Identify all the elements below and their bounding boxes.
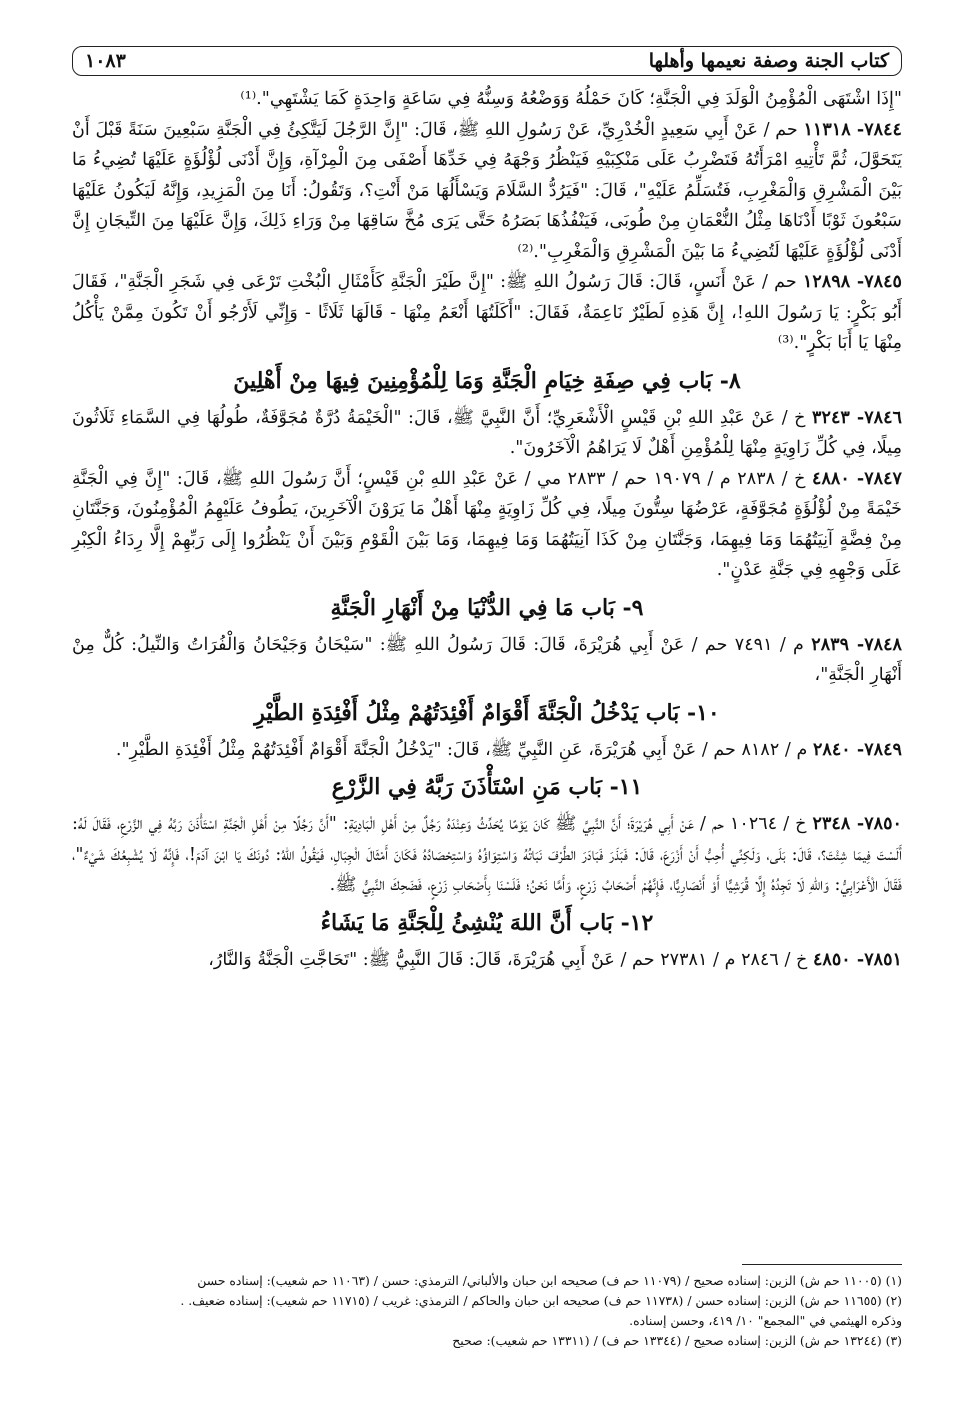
hadith-text: خ / عَنْ عَبْدِ اللهِ بْنِ قَيْسٍ الْأَشْعَرِيِّ؛ أَنَّ النَّبِيَّ ﷺ، قَالَ: "الْخَيْمَةُ دُرَّةٌ مُجَوَّفَةٌ، طُولُهَا فِي السَّمَاءِ ثَلَاثُونَ مِيلًا، فِي كُلِّ زَاوِيَةٍ مِنْهَا لِلْمُؤْمِنِ أَهْلٌ لَا يَرَاهُمُ الْآخَرُونَ". bbox=[72, 407, 902, 458]
hadith-7846 bbox=[72, 403, 902, 464]
hadith-7851 bbox=[72, 945, 902, 976]
footnotes bbox=[72, 1264, 902, 1351]
hadith-number: ٧٨٤٥- ١٢٨٩٨ bbox=[802, 271, 902, 292]
page bbox=[72, 46, 903, 1348]
running-header bbox=[72, 46, 902, 76]
hadith-text: حم / عَنْ أَبِي سَعِيدٍ الْخُدْرِيِّ، عَنْ رَسُولِ اللهِ ﷺ، قَالَ: "إِنَّ الرَّجُلَ لَيَتَّكِئُ فِي الْجَنَّةِ سَبْعِينَ سَنَةً قَبْلَ أَنْ يَتَحَوَّلَ، ثُمَّ تَأْتِيهِ امْرَأَتُهُ فَتَضْرِبُ عَلَى مَنْكِبَيْهِ فَيَنْظُرُ وَجْهَهُ فِي خَدِّهَا أَصْفَى مِنَ الْمِرْآةِ، وَإِنَّ أَدْنَى لُؤْلُؤَةٍ عَلَيْهَا تُضِيءُ مَا بَيْنَ الْمَشْرِقِ وَالْمَغْرِبِ، فَتُسَلِّمُ عَلَيْهِ"، قَالَ: "فَيَرُدُّ السَّلَامَ وَيَسْأَلُهَا مَنْ أَنْتِ؟، وَتَقُولُ: أَنَا مِنَ الْمَزِيدِ، وَإِنَّهُ لَيَكُونُ عَلَيْهَا سَبْعُونَ ثَوْبًا أَدْنَاهَا مِثْلُ النُّعْمَانِ مِنْ طُوبَى، فَيَنْفُذُهَا بَصَرُهُ حَتَّى يَرَى مُخَّ سَاقِهَا مِنْ وَرَاءِ ذَلِكَ، وَإِنَّ عَلَيْهَا مِنَ التِّيجَانِ إِنَّ أَدْنَى لُؤْلُؤَةٍ عَلَيْهَا لَتُضِيءُ مَا بَيْنَ الْمَشْرِقِ وَالْمَغْرِبِ".⁽²⁾ bbox=[72, 119, 902, 262]
hadith-text: خ / ٢٨٤٦ م / ٢٧٣٨١ حم / عَنْ أَبِي هُرَيْرَةَ، قَالَ: قَالَ النَّبِيُّ ﷺ: "تَحَاجَّتِ الْجَنَّةُ وَالنَّارُ، bbox=[208, 949, 813, 970]
chapter-heading-12: ١٢- بَاب أَنَّ اللهَ يُنْشِئُ لِلْجَنَّةِ مَا يَشَاءُ bbox=[320, 909, 654, 936]
footnote-1: (١) (١١٠٠٥ حم ش) الزين: إسناده صحيح / (١١٠٧٩ حم ف) صحيحه ابن حبان والألباني/ الترمذي: حسن / (١١٠٦٣ حم شعيب): إسناده حسن bbox=[197, 1273, 902, 1288]
hadith-text: حم / عَنْ أَنَسٍ، قَالَ: قَالَ رَسُولُ اللهِ ﷺ: "إِنَّ طَيْرَ الْجَنَّةِ كَأَمْثَالِ الْبُخْتِ تَرْعَى فِي شَجَرِ الْجَنَّةِ"، فَقَالَ أَبُو بَكْرٍ: يَا رَسُولَ اللهِ!، إِنَّ هَذِهِ لَطَيْرٌ نَاعِمَةٌ، فَقَالَ: "أَكَلَتُهَا أَنْعَمُ مِنْهَا - قَالَهَا ثَلَاثًا - وَإِنِّي لَأَرْجُو أَنْ تَكُونَ مِمَّنْ يَأْكُلُ مِنْهَا يَا أَبَا بَكْرٍ".⁽³⁾ bbox=[72, 272, 902, 353]
footnote-2: (٢) (١١٦٥٥ حم ش) الزين: إسناده حسن / (١١٧٣٨ حم ف) صحيحه ابن حبان والحاكم / الترمذي: غريب / (١١٧١٥ حم شعيب): إسناده ضعيف. . bbox=[180, 1293, 902, 1308]
book-title: كتاب الجنة وصفة نعيمها وأهلها bbox=[648, 50, 889, 72]
chapter-heading-10: ١٠- بَاب يَدْخُلُ الْجَنَّةَ أَقْوَامٌ أَفْئِدَتُهُمْ مِثْلُ أَفْئِدَةِ الطَّيْرِ bbox=[254, 699, 720, 726]
chapter-heading-8: ٨- بَاب فِي صِفَةِ خِيَامِ الْجَنَّةِ وَمَا لِلْمُؤْمِنِينَ فِيهَا مِنْ أَهْلِينَ bbox=[233, 367, 741, 394]
hadith-number: ٧٨٥١- ٤٨٥٠ bbox=[812, 948, 902, 970]
hadith-number: ٧٨٤٨- ٢٨٣٩ bbox=[811, 633, 902, 655]
hadith-number: ٧٨٥٠- ٢٣٤٨ bbox=[812, 813, 903, 834]
chapter-heading-11: ١١- بَاب مَنِ اسْتَأْذَنَ رَبَّهُ فِي الزَّرْعِ bbox=[331, 774, 643, 800]
footnote-3: (٣) (١٣٢٤٤ حم ش) الزين: إسناده صحيح / (١٣٣٤٤ حم ف) / (١٣٣١١ حم شعيب): صحيح bbox=[452, 1333, 902, 1348]
main-text bbox=[72, 84, 902, 975]
hadith-text: خ / ٢٨٣٨ م / ١٩٠٧٩ حم / ٢٨٣٣ مي / عَنْ عَبْدِ اللهِ بْنِ قَيْسٍ؛ أَنَّ رَسُولَ اللهِ ﷺ، قَالَ: "إِنَّ فِي الْجَنَّةِ خَيْمَةً مِنْ لُؤْلُؤَةٍ مُجَوَّفَةٍ، عَرْضُهَا سِتُّونَ مِيلًا، فِي كُلِّ زَاوِيَةٍ مِنْهَا أَهْلٌ مَا يَرَوْنَ الْآخَرِينَ، يَطُوفُ عَلَيْهِمُ الْمُؤْمِنُونَ، وَجَنَّتَانِ مِنْ فِضَّةٍ آنِيَتُهُمَا وَمَا فِيهِمَا، وَجَنَّتَانِ مِنْ كَذَا آنِيَتُهُمَا وَمَا فِيهِمَا، وَمَا بَيْنَ الْقَوْمِ وَبَيْنَ أَنْ يَنْظُرُوا إِلَى رَبِّهِمْ إِلَّا رِدَاءُ الْكِبْرِ عَلَى وَجْهِهِ فِي جَنَّةِ عَدْنٍ". bbox=[72, 468, 902, 580]
hadith-7850 bbox=[72, 809, 902, 901]
footnote-2-continued: وذكره الهيثمي في "المجمع" ١٠/ ٤١٩، وحسن إسناده. bbox=[629, 1313, 902, 1328]
hadith-7849 bbox=[72, 735, 902, 766]
hadith-7847 bbox=[72, 464, 902, 586]
chapter-heading-9: ٩- بَاب مَا فِي الدُّنْيَا مِنْ أَنْهَارِ الْجَنَّةِ bbox=[330, 594, 644, 621]
hadith-text: م / ٧٤٩١ حم / عَنْ أَبِي هُرَيْرَةَ، قَالَ: قَالَ رَسُولُ اللهِ ﷺ: "سَيْحَانُ وَجَيْحَانُ وَالْفُرَاتُ وَالنِّيلُ: كُلٌّ مِنْ أَنْهَارِ الْجَنَّةِ"، bbox=[72, 634, 902, 685]
page-number: ١٠٨٣ bbox=[85, 50, 126, 72]
hadith-number: ٧٨٤٤- ١١٣١٨ bbox=[803, 118, 902, 140]
hadith-7848 bbox=[72, 630, 902, 691]
hadith-7845 bbox=[72, 267, 902, 359]
hadith-text: خ / ١٠٢٦٤ حم / عَنْ أَبِي هُرَيْرَةَ؛ أَنَّ النَّبِيَّ ﷺ كَانَ يَوْمًا يُحَدِّثُ وَعِنْدَهُ رَجُلٌ مِنْ أَهْلِ الْبَادِيَةِ: "أَنَّ رَجُلًا مِنْ أَهْلِ الْجَنَّةِ اسْتَأْذَنَ رَبَّهُ فِي الزَّرْعِ، فَقَالَ لَهُ: أَلَسْتَ فِيمَا شِئْتَ؟، قَالَ: بَلَى، وَلَكِنِّي أُحِبُّ أَنْ أَزْرَعَ، قَالَ: فَبَذَرَ فَبَادَرَ الطَّرْفَ نَبَاتُهُ وَاسْتِوَاؤُهُ وَاسْتِحْصَادُهُ فَكَانَ أَمْثَالَ الْجِبَالِ، فَيَقُولُ اللهُ: دُونَكَ يَا ابْنَ آدَمَ!، فَإِنَّهُ لَا يُشْبِعُكَ شَيْءٌ"، فَقَالَ الْأَعْرَابِيُّ: وَاللهِ لَا تَجِدُهُ إِلَّا قُرَشِيًّا أَوْ أَنْصَارِيًّا، فَإِنَّهُمْ أَصْحَابُ زَرْعٍ، وَأَمَّا نَحْنُ؛ فَلَسْنَا بِأَصْحَابِ زَرْعٍ، فَضَحِكَ النَّبِيُّ ﷺ. bbox=[72, 814, 902, 895]
hadith-number: ٧٨٤٩- ٢٨٤٠ bbox=[812, 738, 902, 760]
hadith-text: م / ٨١٨٢ حم / عَنْ أَبِي هُرَيْرَةَ، عَنِ النَّبِيِّ ﷺ، قَالَ: "يَدْخُلُ الْجَنَّةَ أَقْوَامٌ أَفْئِدَتُهُمْ مِثْلُ أَفْئِدَةِ الطَّيْرِ". bbox=[115, 739, 813, 760]
text-continuation: "إِذَا اشْتَهَى الْمُؤْمِنُ الْوَلَدَ فِي الْجَنَّةِ؛ كَانَ حَمْلُهُ وَوَضْعُهُ وَسِنُّهُ فِي سَاعَةٍ وَاحِدَةٍ كَمَا يَشْتَهِي".⁽¹⁾ bbox=[240, 89, 902, 109]
hadith-number: ٧٨٤٦- ٣٢٤٣ bbox=[812, 406, 902, 428]
footnote-separator bbox=[742, 1264, 902, 1265]
hadith-7844 bbox=[72, 115, 902, 268]
hadith-number: ٧٨٤٧- ٤٨٨٠ bbox=[812, 467, 902, 489]
